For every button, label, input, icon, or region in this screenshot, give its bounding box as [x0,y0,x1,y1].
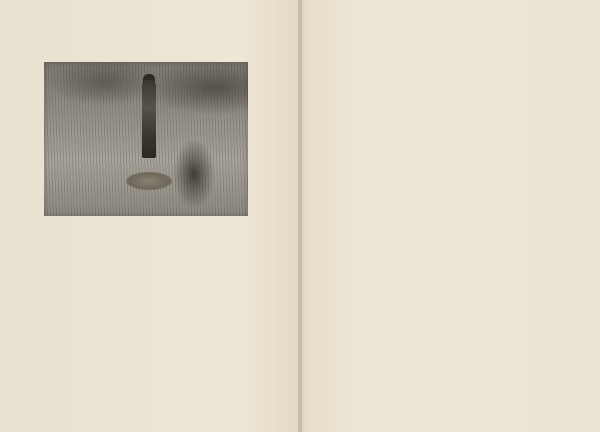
photo-person [142,80,156,158]
photo-cheetah [126,172,172,190]
chapter-title [550,258,570,328]
photograph [44,62,248,216]
left-page-lower-text [44,236,300,396]
right-page-upper-text [306,60,530,222]
right-page-lower-text [306,238,538,394]
